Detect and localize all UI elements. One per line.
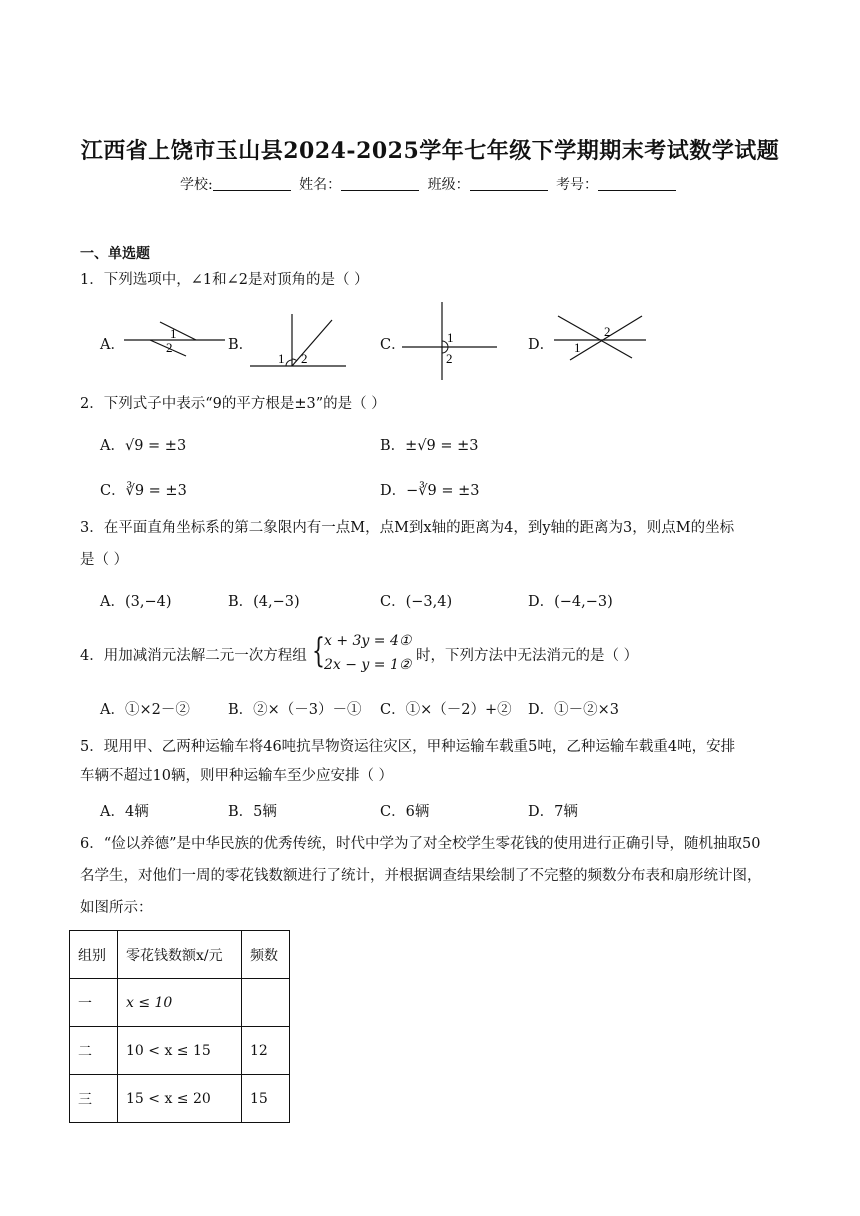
q4-option-c: C．①×（－2）+②	[380, 702, 512, 718]
table-header-row	[70, 931, 290, 979]
school-blank[interactable]	[213, 176, 291, 191]
q1a-label-2: 2	[166, 340, 173, 355]
question-6-line-2: 名学生，对他们一周的零花钱数额进行了统计，并根据调查结果绘制了不完整的频数分布表和扇形统计图，	[80, 868, 762, 884]
table-cell: 三	[70, 1075, 118, 1123]
table-row	[70, 979, 290, 1027]
question-1-stem: 1．下列选项中，∠1和∠2是对顶角的是（ ）	[80, 272, 369, 288]
q2-option-b: B．±√9 = ±3	[380, 438, 479, 454]
equation-system-brace: {	[312, 631, 325, 671]
table-cell: 15	[242, 1075, 290, 1123]
q1c-label-2: 2	[446, 351, 453, 366]
table-row	[70, 1075, 290, 1123]
q2-option-c: C．∛9 = ±3	[100, 483, 187, 499]
q4-option-b: B．②×（－3）－①	[228, 702, 362, 718]
q5-option-c: C．6辆	[380, 804, 430, 820]
q3-option-c: C．(−3,4)	[380, 594, 453, 610]
q5-option-a: A．4辆	[100, 804, 149, 820]
q1-figure-a	[122, 318, 227, 358]
table-header-cell: 频数	[242, 931, 290, 979]
q5-option-d: D．7辆	[528, 804, 578, 820]
page-title: 江西省上饶市玉山县2024-2025学年七年级下学期期末考试数学试题	[80, 138, 780, 164]
student-info-line	[0, 174, 860, 194]
q1b-label-1: 1	[278, 351, 285, 366]
q4-option-a: A．①×2－②	[100, 702, 190, 718]
number-label: 考号：	[556, 177, 599, 193]
question-4-stem-prefix: 4．用加减消元法解二元一次方程组	[80, 648, 307, 664]
frequency-table	[69, 930, 290, 1123]
question-4-stem-suffix: 时，下列方法中无法消元的是（ ）	[416, 648, 639, 664]
number-blank[interactable]	[598, 176, 676, 191]
table-cell	[242, 979, 290, 1027]
school-label: 学校:	[179, 177, 213, 193]
table-header-cell: 组别	[70, 931, 118, 979]
q2-option-a: A．√9 = ±3	[100, 438, 187, 454]
q1-figure-b	[248, 310, 348, 370]
question-6-line-3: 如图所示：	[80, 900, 153, 916]
q1c-label-1: 1	[447, 330, 454, 345]
table-cell: 15 < x ≤ 20	[118, 1075, 242, 1123]
q1-option-d: D．	[528, 337, 555, 353]
question-6-line-1: 6．“俭以养德”是中华民族的优秀传统，时代中学为了对全校学生零花钱的使用进行正确引导，随机抽取50	[80, 836, 761, 852]
class-blank[interactable]	[470, 176, 548, 191]
q1b-label-2: 2	[301, 351, 308, 366]
table-cell: 10 < x ≤ 15	[118, 1027, 242, 1075]
q1-option-c: C．	[380, 337, 406, 353]
table-cell: 12	[242, 1027, 290, 1075]
q1d-label-2: 2	[604, 324, 611, 339]
table-cell: x ≤ 10	[118, 979, 242, 1027]
q1-option-a: A．	[100, 337, 125, 353]
q3-option-d: D．(−4,−3)	[528, 594, 613, 610]
question-3-stem-line-1: 3．在平面直角坐标系的第二象限内有一点M，点M到x轴的距离为4，到y轴的距离为3，则点M的坐标	[80, 520, 735, 536]
q2-option-d: D．−∛9 = ±3	[380, 483, 480, 499]
q4-equation-2: 2x − y = 1②	[324, 657, 412, 673]
q5-option-b: B．5辆	[228, 804, 277, 820]
class-label: 班级：	[427, 177, 470, 193]
question-2-stem: 2．下列式子中表示“9的平方根是±3”的是（ ）	[80, 396, 386, 412]
q3-option-a: A．(3,−4)	[100, 594, 172, 610]
q1-figure-c	[400, 300, 500, 382]
name-label: 姓名：	[299, 177, 342, 193]
section-heading: 一、单选题	[80, 246, 150, 262]
question-5-stem-line-1: 5．现用甲、乙两种运输车将46吨抗旱物资运往灾区，甲种运输车载重5吨，乙种运输车载重4吨，安排	[80, 739, 736, 755]
q1d-label-1: 1	[574, 340, 581, 355]
table-header-cell: 零花钱数额x/元	[118, 931, 242, 979]
name-blank[interactable]	[341, 176, 419, 191]
q1-option-b: B．	[228, 337, 254, 353]
question-3-stem-line-2: 是（ ）	[80, 552, 129, 568]
q4-equation-1: x + 3y = 4①	[324, 633, 412, 649]
question-5-stem-line-2: 车辆不超过10辆，则甲种运输车至少应安排（ ）	[80, 768, 394, 784]
q1-figure-d	[552, 312, 648, 362]
q3-option-b: B．(4,−3)	[228, 594, 300, 610]
table-cell: 一	[70, 979, 118, 1027]
q4-option-d: D．①－②×3	[528, 702, 619, 718]
table-cell: 二	[70, 1027, 118, 1075]
table-row	[70, 1027, 290, 1075]
q1a-label-1: 1	[170, 326, 177, 341]
